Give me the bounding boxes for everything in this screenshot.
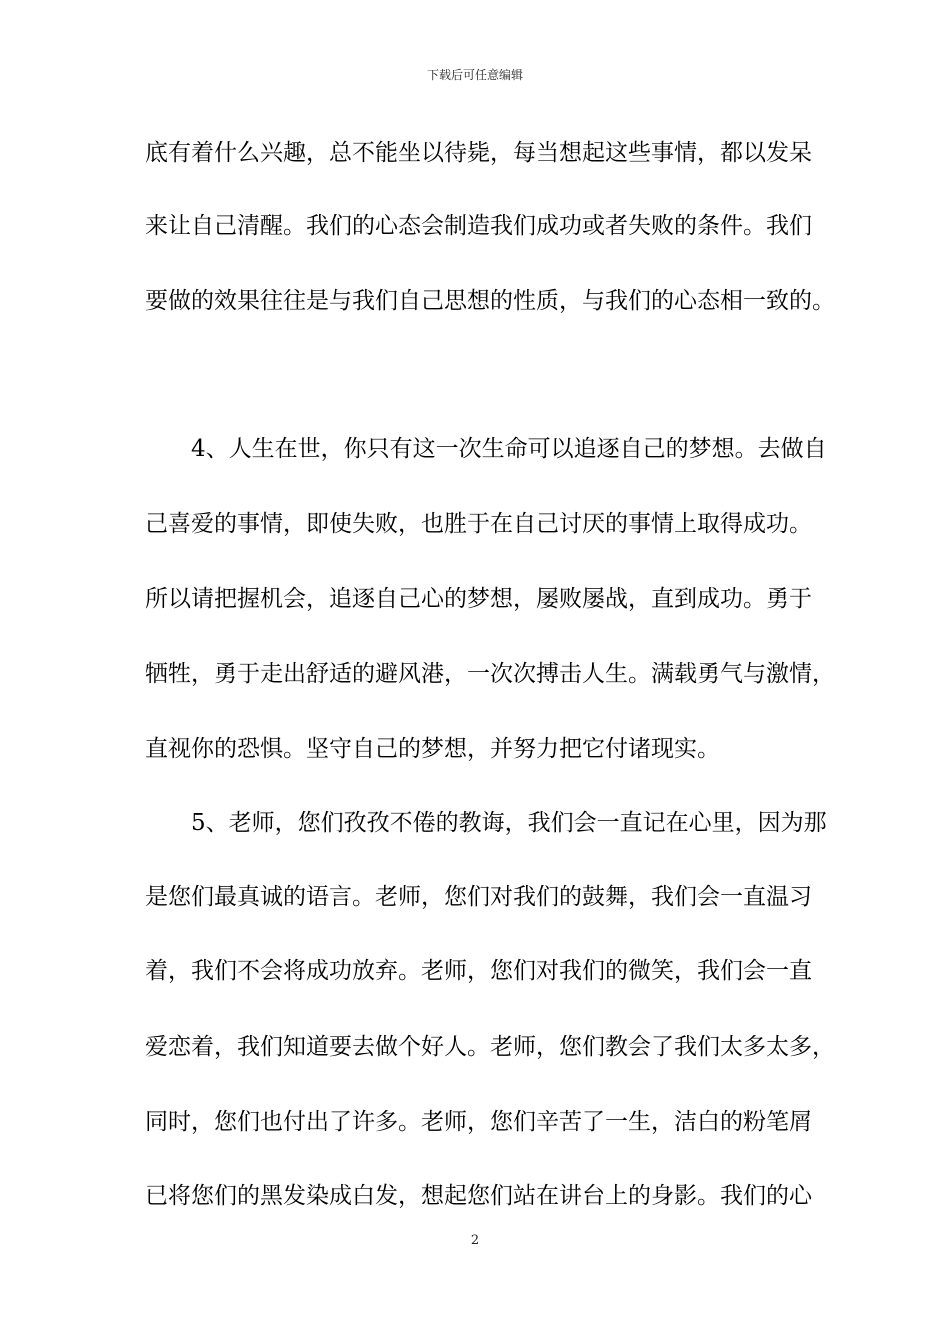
paragraph-line: 直视你的恐惧。坚守自己的梦想，并努力把它付诸现实。 (145, 736, 720, 762)
paragraph-line: 是您们最真诚的语言。老师，您们对我们的鼓舞，我们会一直温习 (145, 884, 812, 910)
paragraph-line: 所以请把握机会，追逐自己心的梦想，屡败屡战，直到成功。勇于 (145, 586, 812, 612)
paragraph-line: 5、老师，您们孜孜不倦的教诲，我们会一直记在心里，因为那 (191, 810, 827, 836)
paragraph-line: 来让自己清醒。我们的心态会制造我们成功或者失败的条件。我们 (145, 213, 812, 239)
page-number: 2 (470, 1233, 480, 1248)
paragraph-line: 同时，您们也付出了许多。老师，您们辛苦了一生，洁白的粉笔屑 (145, 1109, 812, 1135)
paragraph-line: 4、人生在世，你只有这一次生命可以追逐自己的梦想。去做自 (191, 436, 827, 462)
paragraph-line: 牺牲，勇于走出舒适的避风港，一次次搏击人生。满载勇气与激情， (145, 661, 835, 687)
paragraph-line: 底有着什么兴趣，总不能坐以待毙，每当想起这些事情，都以发呆 (145, 140, 812, 166)
page-header: 下载后可任意编辑 (426, 68, 523, 82)
paragraph-line: 要做的效果往往是与我们自己思想的性质，与我们的心态相一致的。 (145, 288, 835, 314)
paragraph-line: 着，我们不会将成功放弃。老师，您们对我们的微笑，我们会一直 (145, 958, 812, 984)
paragraph-line: 已将您们的黑发染成白发，想起您们站在讲台上的身影。我们的心 (145, 1183, 812, 1209)
paragraph-line: 己喜爱的事情，即使失败，也胜于在自己讨厌的事情上取得成功。 (145, 511, 812, 537)
paragraph-line: 爱恋着，我们知道要去做个好人。老师，您们教会了我们太多太多， (145, 1034, 835, 1060)
